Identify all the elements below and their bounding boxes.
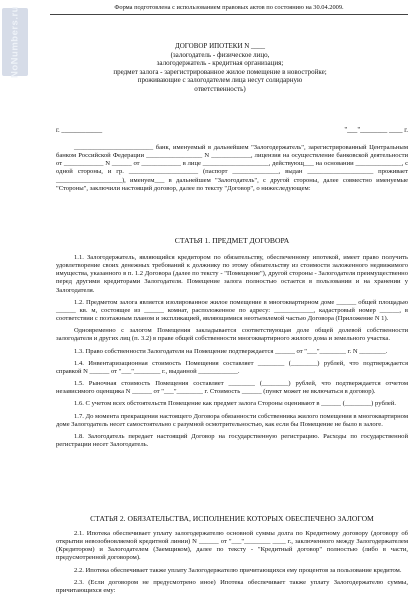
contract-date: "___"________ ____ г.	[344, 127, 408, 134]
clause-1-6: 1.6. С учетом всех обстоятельств Помещение как предмет залога Стороны оценивают в ______ (________) рублей.	[74, 400, 397, 408]
watermark-logo: NoNumbers.ru	[2, 8, 28, 76]
preamble-paragraph: ________________________ банк, именуемый в дальнейшем "Залогодержатель", зарегистрированный Центральным банком Российской Федерации _________________ N ____________, лицензия на осуществление банковской деятельности от ____________ N ______ от ____________ в лице ____________________, действующ___ на основании ______________, с одной стороны, и гр. _____________________ (паспорт ______________, выдан ____________________ проживает ____________________), именуем___ в дальнейшем "Залогодатель", с другой стороны, далее совместно именуемые "Стороны", заключили настоящий договор, далее по тексту "Договор", о нижеследующем:	[56, 144, 408, 192]
section-1-title: СТАТЬЯ 1. ПРЕДМЕТ ДОГОВОРА	[174, 236, 290, 245]
clause-2-3: 2.3. (Если договором не предусмотрено иное) Ипотека обеспечивает также уплату Залогодержателю суммы, причитающихся ему:	[56, 578, 408, 594]
section-2-body	[56, 530, 408, 599]
contract-title: ДОГОВОР ИПОТЕКИ N ____	[174, 42, 266, 50]
contract-subtitle-line: предмет залога - зарегистрированное жилое помещение в новостройке;	[113, 67, 327, 76]
preamble	[56, 144, 408, 197]
clause-1-2: 1.2. Предметом залога является изолированное жилое помещение в многоквартирном доме ______ общей площадью ______ кв. м, состоящее из ______ комнат, расположенное по адресу: ____________, кадастровый номер ______, в соответствии с поэтажным планом и экспликацией, являющимися неотъемлемой частью Договора (Приложение N 1).	[56, 298, 408, 323]
joint-pledge-paragraph: Одновременно с залогом Помещения закладывается соответствующая доле общей долевой собственности залогодателя и других лиц (п. 3.2) в праве общей собственности многоквартирного жилого дома и земельного участка.	[56, 327, 408, 343]
contract-subtitle-line: (залогодатель - физическое лицо,	[170, 50, 270, 59]
clause-1-7: 1.7. До момента прекращения настоящего Договора обязанности собственника жилого помещения в многоквартирном доме Залогодатель несет самостоятельно с разумной осмотрительностью, как если бы Помещение не было в залоге.	[56, 412, 408, 428]
clause-1-4: 1.4. Инвентаризационная стоимость Помещения составляет ________ (________) рублей, что подтверждается справкой N ______ от "___"________ г., выданной ____________.	[56, 359, 408, 375]
form-note: Форма подготовлена с использованием правовых актов по состоянию на 30.04.2009.	[114, 4, 344, 11]
clause-1-5: 1.5. Рыночная стоимость Помещения составляет ________ (________) рублей, что подтверждается отчетом независимого оценщика N ______ от "___"________ г. Стоимость ______ (пункт может не включаться в договор).	[56, 380, 408, 396]
clause-1-3: 1.3. Право собственности Залогодателя на Помещение подтверждается ______ от "___"________ г. N ________.	[74, 347, 388, 355]
section-1-body	[56, 254, 408, 453]
section-2-title: СТАТЬЯ 2. ОБЯЗАТЕЛЬСТВА, ИСПОЛНЕНИЕ КОТОРЫХ ОБЕСПЕЧЕНО ЗАЛОГОМ	[90, 514, 374, 523]
contract-subtitle-line: проживающие с залогодателем лица несут солидарную	[137, 76, 303, 85]
header-divider	[50, 14, 408, 15]
clause-2-2: 2.2. Ипотека обеспечивает также уплату Залогодержателю причитающихся ему процентов за пользование кредитом.	[74, 566, 402, 574]
clause-1-8: 1.8. Залогодатель передает настоящий Договор на государственную регистрацию. Расходы по государственной регистрации несет Залогодатель.	[56, 432, 408, 448]
contract-place: г. ____________	[56, 127, 103, 134]
clause-2-1: 2.1. Ипотека обеспечивает уплату залогодержателю основной суммы долга по Кредитному договору (договору об открытии невозобновляемой кредитной линии) N ______ от "___"________ ____ г., заключенного между Залогодержателем (Кредитором) и Залогодателем (Заемщиком), далее по тексту - "Кредитный договор" полностью (либо в части, предусмотренной договором).	[56, 530, 408, 562]
clause-1-1: 1.1. Залогодержатель, являющийся кредитором по обязательству, обеспеченному ипотекой, имеет право получить удовлетворение своих денежных требований к должнику по этому обязательству из стоимости заложенного недвижимого имущества, указанного в п. 1.2 Договора (далее по тексту - "Помещение"), другой стороны - Залогодателя преимущественно перед другими кредиторами Залогодателя. Помещение залога полностью остается в пользовании и на хранении у Залогодателя.	[56, 254, 408, 294]
contract-title-block	[90, 42, 350, 94]
contract-subtitle-line: залогодержатель - кредитная организация;	[156, 59, 284, 68]
contract-subtitle-line: ответственность)	[194, 84, 246, 93]
